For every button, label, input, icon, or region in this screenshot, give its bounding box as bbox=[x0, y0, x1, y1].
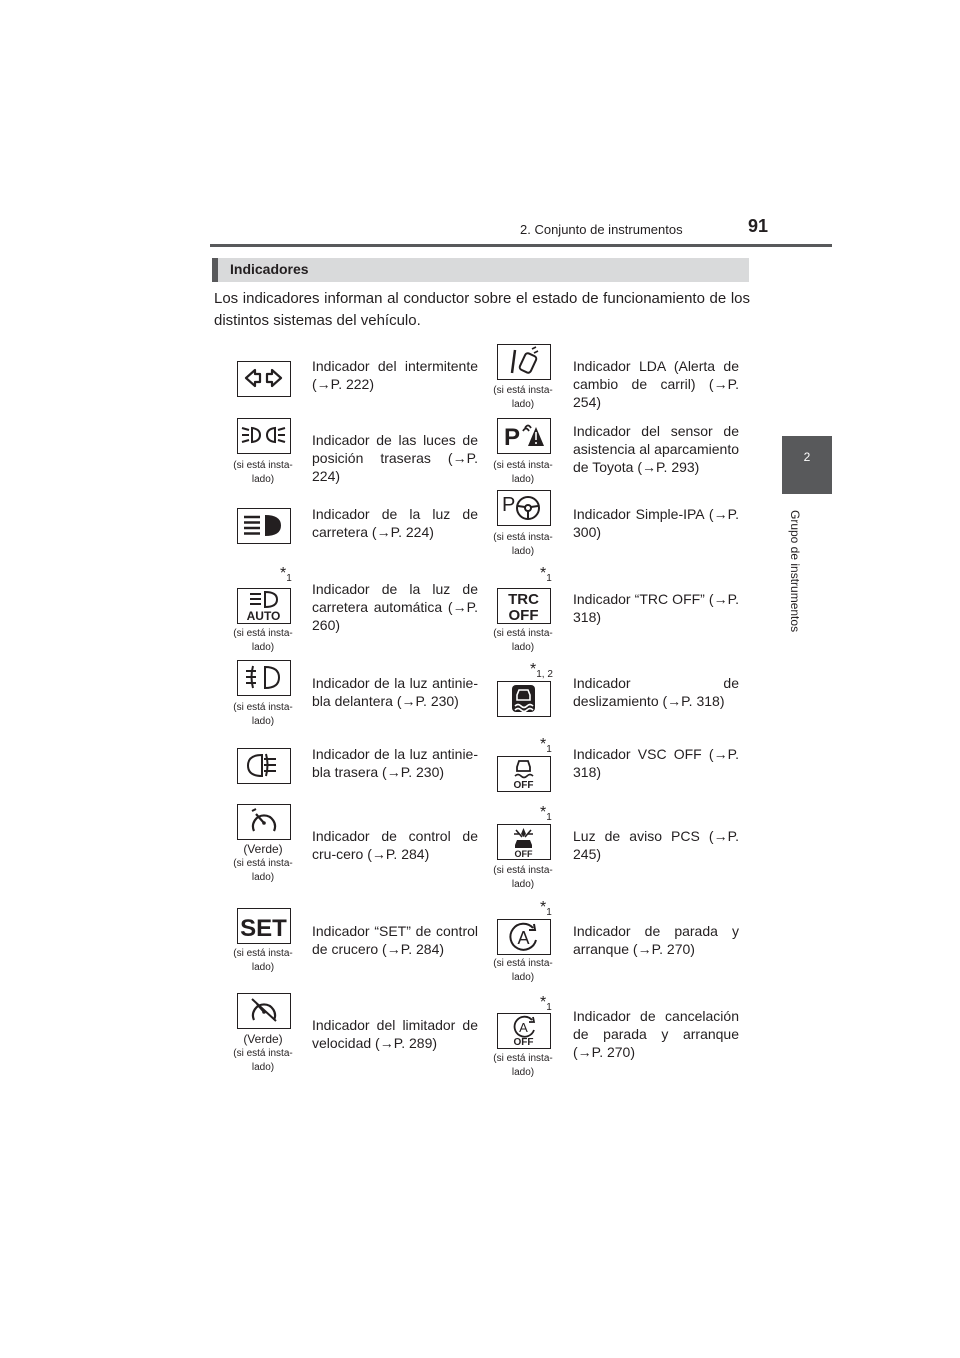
simple-ipa-icon bbox=[497, 490, 551, 526]
high-beam-desc: Indicador de la luz de carretera (→P. 224) bbox=[312, 506, 478, 540]
svg-text:P: P bbox=[502, 494, 516, 516]
svg-text:OFF: OFF bbox=[514, 849, 533, 858]
rear-fog-icon bbox=[237, 748, 291, 784]
svg-text:TRC: TRC bbox=[508, 591, 539, 608]
installed-note: (si está insta- lado) bbox=[493, 628, 553, 653]
parking-sensor-icon bbox=[497, 418, 551, 454]
set-desc: Indicador “SET” de control de crucero (→P. 284) bbox=[312, 923, 478, 957]
footnote-mark: $*_1$ bbox=[280, 565, 292, 584]
svg-text:OFF: OFF bbox=[513, 780, 534, 790]
chapter-heading: 2. Conjunto de instrumentos bbox=[520, 222, 683, 237]
cruise-control-desc: Indicador de control de cru-cero (→P. 284) bbox=[312, 828, 478, 862]
installed-note: (si está insta- lado) bbox=[493, 532, 553, 557]
slip-icon bbox=[497, 681, 551, 717]
section-title: Indicadores bbox=[230, 261, 309, 277]
color-note: (Verde) bbox=[243, 842, 283, 856]
stop-start-cancel-icon bbox=[497, 1013, 551, 1049]
svg-text:P: P bbox=[504, 424, 521, 451]
pcs-warning-desc: Luz de aviso PCS (→P. 245) bbox=[573, 828, 739, 862]
header-rule bbox=[210, 244, 832, 247]
high-beam-icon bbox=[237, 508, 291, 544]
installed-note: (si está insta- lado) bbox=[233, 858, 293, 883]
front-fog-desc: Indicador de la luz antinie-bla delantera (→P. 230) bbox=[312, 675, 478, 709]
vsc-off-desc: Indicador VSC OFF (→P. 318) bbox=[573, 746, 739, 780]
section-heading-bar bbox=[212, 258, 749, 282]
installed-note: (si está insta- lado) bbox=[233, 702, 293, 727]
tail-light-icon bbox=[237, 418, 291, 454]
installed-note: (si está insta- lado) bbox=[493, 865, 553, 890]
rear-fog-desc: Indicador de la luz antinie-bla trasera (→P. 230) bbox=[312, 746, 478, 780]
cruise-control-icon bbox=[237, 804, 291, 840]
installed-note: (si está insta- lado) bbox=[233, 948, 293, 973]
front-fog-icon bbox=[237, 660, 291, 696]
speed-limiter-icon bbox=[237, 993, 291, 1029]
installed-note: (si está insta- lado) bbox=[493, 958, 553, 983]
footnote-mark: $*_1$ bbox=[540, 736, 552, 755]
tail-light-desc: Indicador de las luces de posición traseras (→P. 224) bbox=[312, 432, 478, 484]
stop-start-icon bbox=[497, 919, 551, 955]
page-number: 91 bbox=[748, 216, 769, 236]
stop-start-desc: Indicador de parada y arranque (→P. 270) bbox=[573, 923, 739, 957]
footnote-mark: $*_1$ bbox=[540, 804, 552, 823]
trc-off-desc: Indicador “TRC OFF” (→P. 318) bbox=[573, 591, 739, 625]
turn-signal-desc: Indicador del intermitente (→P. 222) bbox=[312, 358, 478, 392]
chapter-tab-number: 2 bbox=[803, 450, 811, 464]
color-note: (Verde) bbox=[243, 1032, 283, 1046]
stop-start-cancel-desc: Indicador de cancelación de parada y arranque (→P. 270) bbox=[573, 1008, 739, 1060]
footnote-mark: $*_{1, 2}$ bbox=[530, 661, 553, 680]
auto-high-beam-desc: Indicador de la luz de carretera automática (→P. 260) bbox=[312, 581, 478, 633]
auto-high-beam-icon bbox=[237, 588, 291, 624]
chapter-tab bbox=[782, 436, 832, 494]
lda-icon bbox=[497, 344, 551, 380]
footnote-mark: $*_1$ bbox=[540, 994, 552, 1013]
svg-text:OFF: OFF bbox=[508, 607, 539, 622]
speed-limiter-desc: Indicador del limitador de velocidad (→P. 289) bbox=[312, 1017, 478, 1051]
svg-text:A: A bbox=[519, 1020, 528, 1035]
pcs-warning-icon bbox=[497, 824, 551, 860]
svg-text:AUTO: AUTO bbox=[246, 609, 281, 622]
turn-signal-icon bbox=[237, 361, 291, 397]
vsc-off-icon bbox=[497, 756, 551, 792]
trc-off-icon bbox=[497, 588, 551, 624]
intro-paragraph: Los indicadores informan al conductor sobre el estado de funcionamiento de los distintos sistemas del vehículo. bbox=[214, 290, 750, 329]
footnote-mark: $*_1$ bbox=[540, 899, 552, 918]
simple-ipa-desc: Indicador Simple-IPA (→P. 300) bbox=[573, 506, 739, 540]
svg-text:SET: SET bbox=[240, 915, 287, 942]
installed-note: (si está insta- lado) bbox=[493, 385, 553, 410]
installed-note: (si está insta- lado) bbox=[493, 1053, 553, 1078]
installed-note: (si está insta- lado) bbox=[233, 1048, 293, 1073]
svg-text:A: A bbox=[517, 928, 530, 948]
chapter-tab-title: Grupo de instrumentos bbox=[788, 510, 802, 633]
set-icon bbox=[237, 908, 291, 944]
lda-desc: Indicador LDA (Alerta de cambio de carril) (→P. 254) bbox=[573, 358, 739, 410]
footnote-mark: $*_1$ bbox=[540, 565, 552, 584]
installed-note: (si está insta- lado) bbox=[493, 460, 553, 485]
slip-desc: Indicador de deslizamiento (→P. 318) bbox=[573, 675, 739, 709]
installed-note: (si está insta- lado) bbox=[233, 460, 293, 485]
parking-sensor-desc: Indicador del sensor de asistencia al aparcamiento de Toyota (→P. 293) bbox=[573, 423, 739, 475]
svg-text:OFF: OFF bbox=[513, 1037, 534, 1047]
installed-note: (si está insta- lado) bbox=[233, 628, 293, 653]
